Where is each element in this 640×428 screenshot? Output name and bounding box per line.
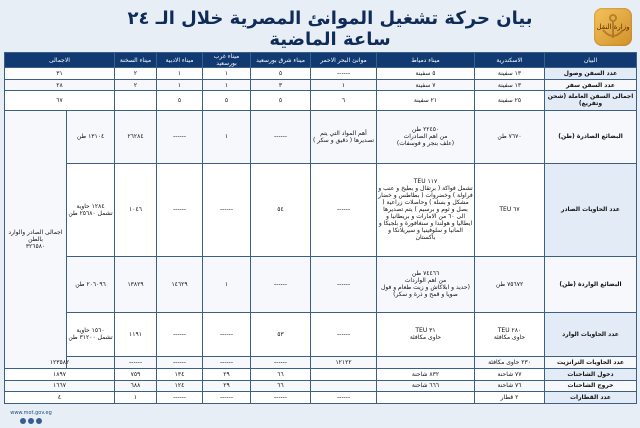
- table-row: [5, 392, 637, 404]
- row-label: عدد السفن سفر: [545, 79, 637, 91]
- table-cell: ٦٦: [251, 368, 311, 380]
- table-cell: ٧٦ شاحنة: [475, 380, 545, 392]
- table-cell: ١: [157, 68, 203, 80]
- table-cell: ٢٩: [203, 380, 251, 392]
- table-cell: ١: [203, 110, 251, 163]
- table-cell: ٥٤: [251, 163, 311, 257]
- youtube-icon[interactable]: [20, 418, 26, 424]
- table-cell: ٢٢٤٥٠ طن من اهم الصادرات (علف بنجر و فوسفات): [377, 110, 475, 163]
- table-cell: ٢٣٠ حاوى مكافئة: [475, 357, 545, 369]
- table-cell: ١١٧ TEU تشمل فواكة ( برتقال و بطيخ و عنب و فراولة ) وخضروات ( بطاطس و خضار مشكل و بسلة ) وحاصلات زراعية ( بصل و ثوم و برسيم ) يتم تصديرها الى ٦٠ من الامارات و بريطانيا و ايطاليا و هولندا و سنغافورة و بلجيكا و المانيا و سلوفينيا و سيريلانكا و باكستان: [377, 163, 475, 257]
- table-cell: ١٨٩٧: [5, 368, 115, 380]
- table-cell: [115, 91, 157, 110]
- row-label: عدد القطارات: [545, 392, 637, 404]
- table-cell: ٢٥ سفينة: [475, 91, 545, 110]
- table-cell: ٤: [5, 392, 115, 404]
- table-row: [5, 380, 637, 392]
- facebook-icon[interactable]: [36, 418, 42, 424]
- table-cell: ------: [157, 357, 203, 369]
- row-label: البضائع الواردة (طن): [545, 257, 637, 312]
- table-cell: ٦: [311, 91, 377, 110]
- table-cell: [377, 392, 475, 404]
- table-cell: ------: [311, 163, 377, 257]
- table-row: [5, 257, 637, 312]
- table-cell: [311, 380, 377, 392]
- table-cell: ------: [157, 163, 203, 257]
- header-eastport: ميناء شرق بورسعيد: [251, 53, 311, 68]
- table-cell: ٥: [157, 91, 203, 110]
- footer: [4, 410, 58, 424]
- table-cell: ------: [115, 357, 157, 369]
- table-row: [5, 91, 637, 110]
- table-cell: ٦٨٨: [115, 380, 157, 392]
- table-cell: ٢٨٠ TEU حاوى مكافئة: [475, 312, 545, 357]
- table-cell: ٧٥٩: [115, 368, 157, 380]
- table-cell: [311, 368, 377, 380]
- table-cell: ------: [203, 312, 251, 357]
- row-label: البضائع الصادرة (طن): [545, 110, 637, 163]
- table-cell: ١: [203, 257, 251, 312]
- table-cell: ٥: [251, 68, 311, 80]
- table-cell: أهم المواد التي يتم تصديرها ( دقيق و سكر ): [311, 110, 377, 163]
- table-cell: ١٢٤: [157, 380, 203, 392]
- table-cell: ٢٠٦٠٩٦ طن: [67, 257, 115, 312]
- header-sokhna: ميناء السخنة: [115, 53, 157, 68]
- table-cell: ١٦٦٧: [5, 380, 115, 392]
- table-cell: ١٠٤٦: [115, 163, 157, 257]
- table-row: [5, 79, 637, 91]
- table-row: [5, 312, 637, 357]
- table-cell: ٥: [203, 91, 251, 110]
- table-cell: ٢: [115, 68, 157, 80]
- table-cell: ------: [311, 257, 377, 312]
- table-cell: [377, 357, 475, 369]
- table-cell: ٦٧ TEU: [475, 163, 545, 257]
- table-cell: ------: [311, 392, 377, 404]
- table-cell: ٥ سفينة: [377, 68, 475, 80]
- table-cell: ٣١: [5, 68, 115, 80]
- table-cell: ١٢٣٥٨٢: [5, 357, 115, 369]
- table-row: [5, 357, 637, 369]
- table-cell: ٧٤٤٦٦ طن من اهم الواردات (حديد و ابلاكاش و زيت طعام و فول صويا و قمح و ذرة و سكر): [377, 257, 475, 312]
- table-cell: ١٥٦٠ حاوية تشمل ٣١٢٠٠ طن: [67, 312, 115, 357]
- table-cell: ٢١ سفينة: [377, 91, 475, 110]
- logo-text: وزارة النقل: [596, 23, 630, 31]
- table-cell: ------: [203, 357, 251, 369]
- table-cell: ١٣٨٢٩: [115, 257, 157, 312]
- page-title: بيان حركة تشغيل الموانئ المصرية خلال الـ ٢٤ ساعة الماضية: [127, 8, 533, 50]
- table-cell: ٦٦: [251, 380, 311, 392]
- header-adabiya: ميناء الادبية: [157, 53, 203, 68]
- table-cell: ١: [203, 68, 251, 80]
- row-label: دخول الشاحنات: [545, 368, 637, 380]
- table-cell: ١: [115, 392, 157, 404]
- ministry-logo: [594, 8, 632, 46]
- table-cell: ١: [203, 79, 251, 91]
- twitter-icon[interactable]: [28, 418, 34, 424]
- table-cell: ١: [157, 79, 203, 91]
- table-cell: ٧٧ شاحنة: [475, 368, 545, 380]
- ports-traffic-table: [4, 52, 637, 404]
- table-cell: ٥٣: [251, 312, 311, 357]
- footer-site: www.mot.gov.eg: [10, 410, 52, 416]
- table-cell: ١٣ سفينة: [475, 79, 545, 91]
- table-cell: ٣: [251, 79, 311, 91]
- table-cell: ------: [311, 68, 377, 80]
- table-cell: ------: [157, 110, 203, 163]
- row-label: عدد الحاويات الترانزيت: [545, 357, 637, 369]
- table-cell: ١٢٨٤ حاوية تشمل ٢٥٦٨٠ طن: [67, 163, 115, 257]
- header-alex: الاسكندرية: [475, 53, 545, 68]
- header-total: الاجمالى: [5, 53, 115, 68]
- table-cell: ٢ قطار: [475, 392, 545, 404]
- table-cell: ٧٥٦٧٢ طن: [475, 257, 545, 312]
- table-cell: ------: [203, 163, 251, 257]
- table-cell: ١١٩١: [115, 312, 157, 357]
- header-damietta: ميناء دمياط: [377, 53, 475, 68]
- table-cell: ٢٨: [5, 79, 115, 91]
- table-cell: ٦٦٦ شاحنة: [377, 380, 475, 392]
- table-cell: ------: [251, 392, 311, 404]
- row-label: عدد الحاويات الوارد: [545, 312, 637, 357]
- row-label: خروج الشاحنات: [545, 380, 637, 392]
- table-row: [5, 368, 637, 380]
- table-row: [5, 163, 637, 257]
- table-cell: ------: [251, 357, 311, 369]
- table-cell: ------: [311, 312, 377, 357]
- table-cell: ------: [251, 257, 311, 312]
- table-row: [5, 68, 637, 80]
- table-cell: ------: [251, 110, 311, 163]
- table-cell: ------: [157, 312, 203, 357]
- header-westport: ميناء غرب بورسعيد: [203, 53, 251, 68]
- table-cell: ١٣١٠٤ طن: [67, 110, 115, 163]
- table-cell: ٢: [115, 79, 157, 91]
- table-row: [5, 110, 637, 163]
- grand-total-cell: اجمالى الصادر والوارد بالطن ٣٢٦٥٨٠: [5, 110, 67, 368]
- table-cell: ٣١ TEU حاوى مكافئة: [377, 312, 475, 357]
- row-label: اجمالى السفن العاملة (شحن وتفريغ): [545, 91, 637, 110]
- table-cell: ١٢١٢٢: [311, 357, 377, 369]
- table-cell: ٧٦٧٠ طن: [475, 110, 545, 163]
- table-cell: ٧ سفينة: [377, 79, 475, 91]
- table-cell: ١٣٤: [157, 368, 203, 380]
- table-cell: ١: [311, 79, 377, 91]
- table-cell: ١٤٦٢٩: [157, 257, 203, 312]
- social-icons: [4, 418, 58, 424]
- table-cell: ٨٣٢ شاحنة: [377, 368, 475, 380]
- table-cell: ٢٩: [203, 368, 251, 380]
- header-redsea: موانئ البحر الاحمر: [311, 53, 377, 68]
- table-cell: ٢٦٢٨٤: [115, 110, 157, 163]
- row-label: عدد الحاويات الصادر: [545, 163, 637, 257]
- table-cell: ١٣ سفينة: [475, 68, 545, 80]
- table-cell: ------: [203, 392, 251, 404]
- table-cell: ------: [157, 392, 203, 404]
- table-cell: ٦٧: [5, 91, 115, 110]
- row-label: عدد السفن وصول: [545, 68, 637, 80]
- header-item: البيان: [545, 53, 637, 68]
- table-cell: ٥: [251, 91, 311, 110]
